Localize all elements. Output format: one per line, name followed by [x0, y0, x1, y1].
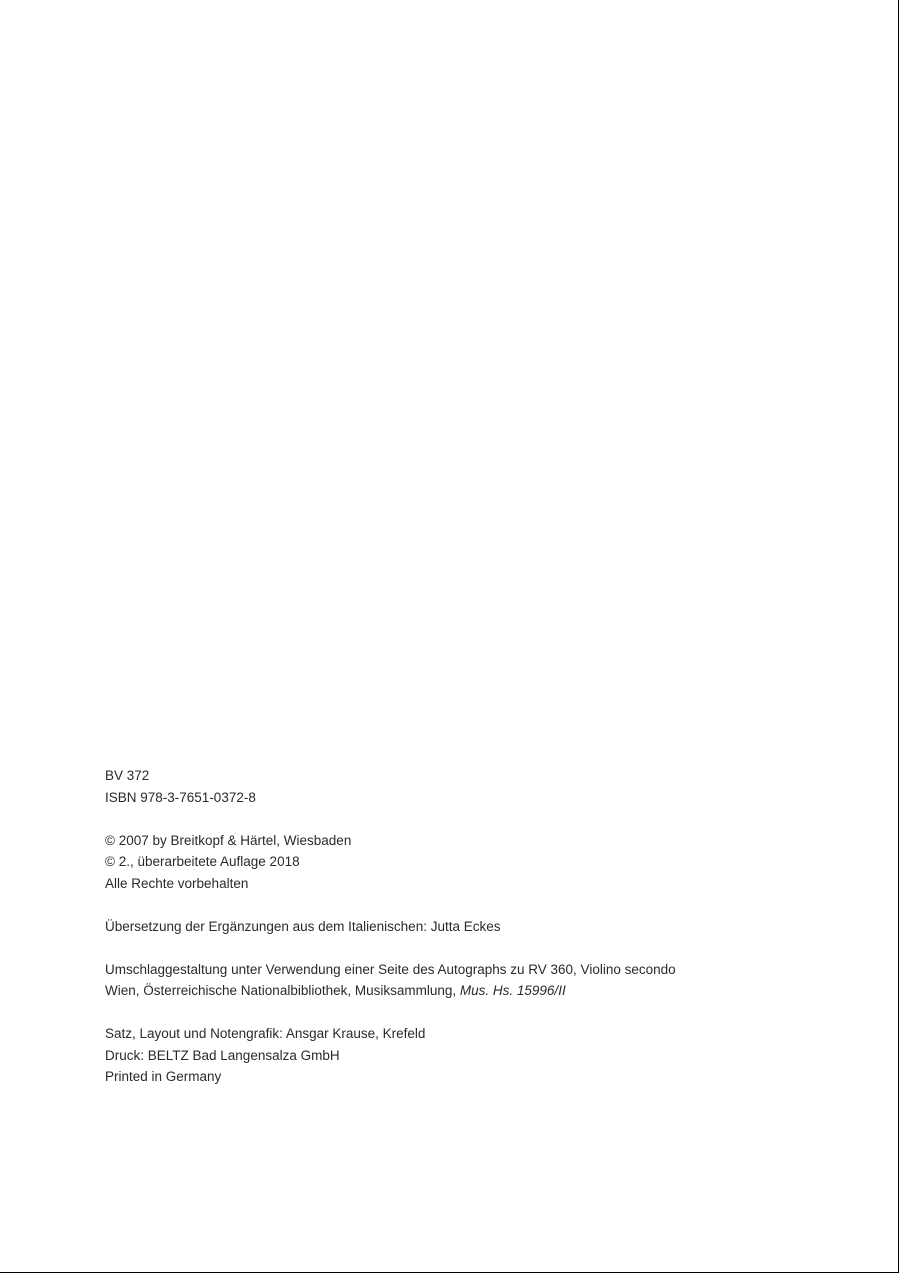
cover-block — [105, 959, 865, 1002]
imprint-text — [105, 765, 865, 1088]
printed-in-line: Printed in Germany — [105, 1069, 222, 1084]
cover-source-library: Wien, Österreichische Nationalbibliothek, Musiksammlung, — [105, 983, 460, 998]
cover-design-credit: Umschlaggestaltung unter Verwendung einer Seite des Autographs zu RV 360, Violino secondo — [105, 961, 676, 977]
printer-credit: Druck: BELTZ Bad Langensalza GmbH — [105, 1047, 340, 1063]
copyright-block — [105, 830, 865, 895]
translation-credit: Übersetzung der Ergänzungen aus dem Italienischen: Jutta Eckes — [105, 918, 501, 934]
bv-number: BV 372 — [105, 768, 150, 783]
typesetting-credit: Satz, Layout und Notengrafik: Ansgar Krause, Krefeld — [105, 1026, 426, 1041]
production-block — [105, 1023, 865, 1088]
rights-line: Alle Rechte vorbehalten — [105, 875, 249, 891]
edition-line: © 2., überarbeitete Auflage 2018 — [105, 854, 300, 869]
catalog-block — [105, 765, 865, 808]
cover-source-line — [105, 980, 865, 1002]
isbn: ISBN 978-3-7651-0372-8 — [105, 789, 256, 805]
translation-block — [105, 916, 865, 938]
cover-source-signature: Mus. Hs. 15996/II — [459, 983, 566, 998]
copyright-line: © 2007 by Breitkopf & Härtel, Wiesbaden — [105, 832, 352, 848]
